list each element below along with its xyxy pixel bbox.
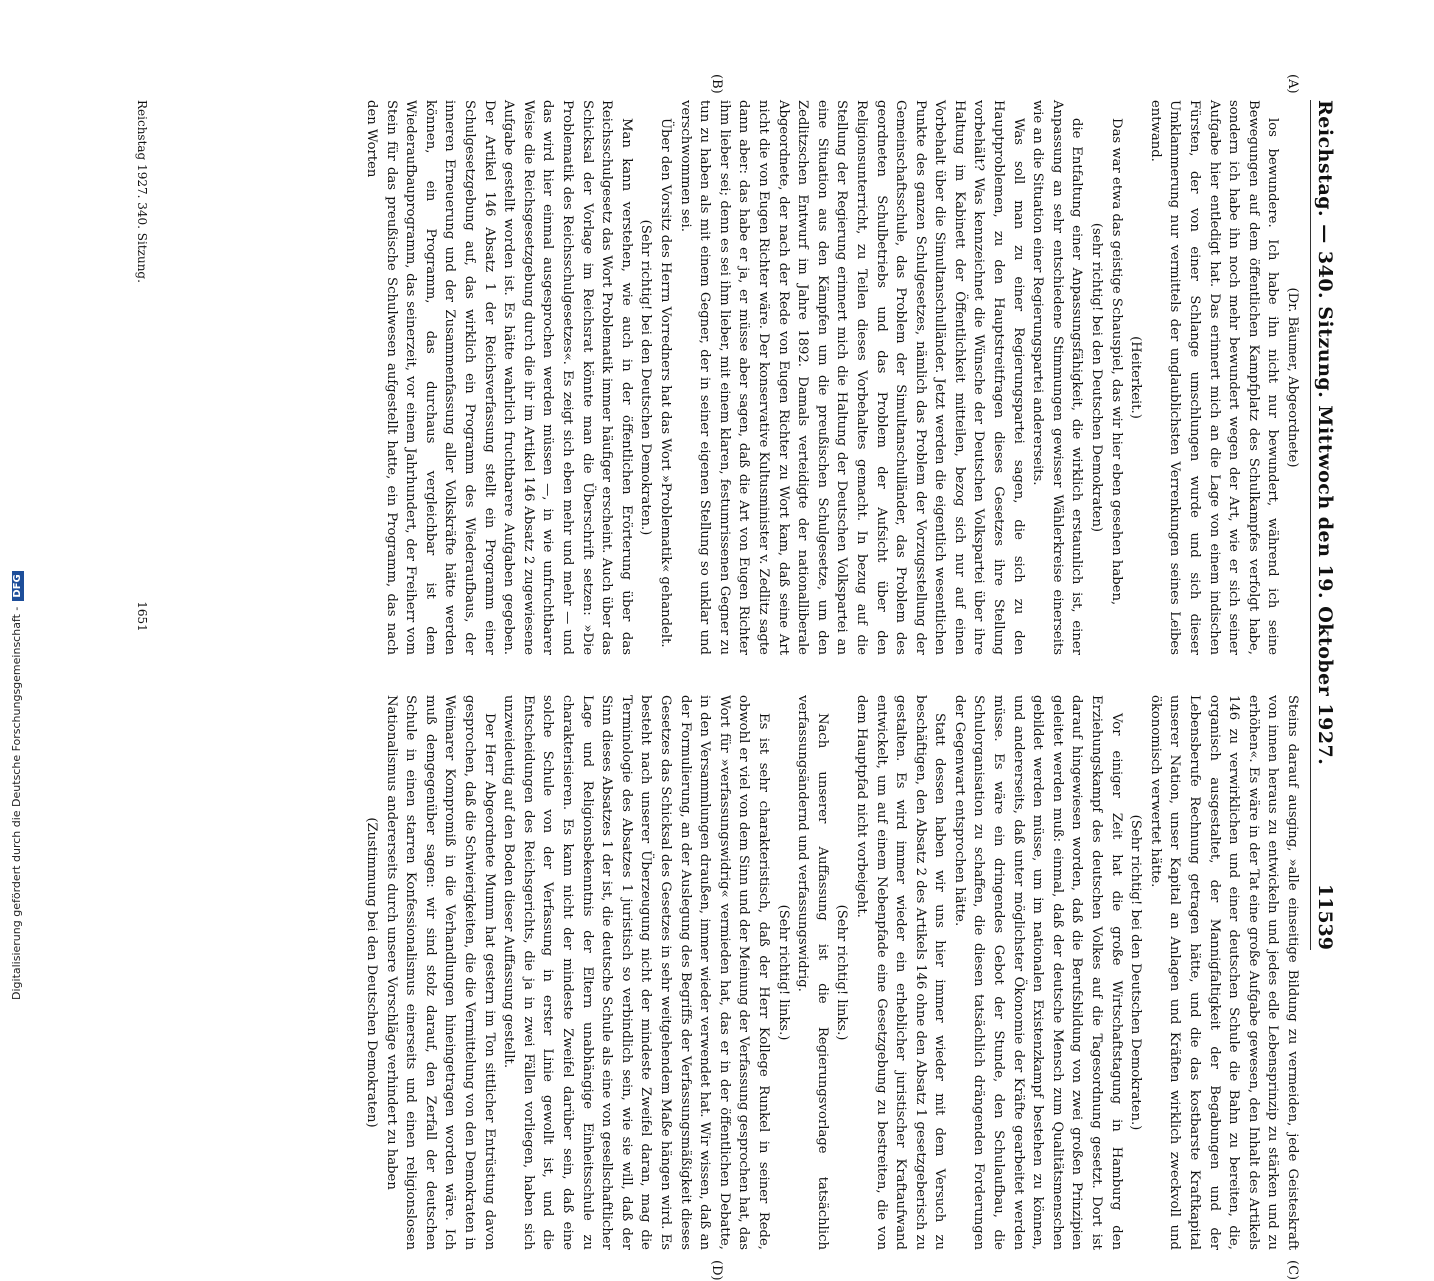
digitization-banner (0, 0, 22, 1000)
page-title: Reichstag. — 340. Sitzung. Mittwoch den 19. Oktober 1927. (1314, 100, 1336, 766)
interjection: (Sehr richtig! bei den Deutschen Demokraten.) (638, 219, 654, 536)
margin-mark-a: (A) (1285, 74, 1300, 94)
interjection: (sehr richtig! bei den Deutschen Demokraten) (1089, 222, 1105, 533)
paragraph: los bewundere. Ich habe ihn nicht nur bewundert, während ich seine Bewegungen auf dem öffentlichen Kampfplatz des Schulkampfes verfolgt habe, sondern ich habe ihn noch mehr bewundert wegen der Art, wie er sich seiner Aufgabe hier entledigt hat. Das erinnert mich an die Lage von einem indischen Fürsten, der von einer Schlange umschlungen wurde und sich dieser Umklammerung nur vermittels der unglaublichsten Verrenkungen seines Leibes entwand. (1147, 100, 1281, 655)
dfg-logo: DFG (12, 571, 24, 600)
banner-text: Digitalisierung gefördert durch die Deutsche Forschungsgemeinschaft - (10, 606, 23, 1000)
speaker-line: (Dr. Bäumer, Abgeordnete) (1285, 287, 1300, 468)
interjection: (Sehr richtig! bei den Deutschen Demokraten.) (1128, 814, 1144, 1131)
paragraph: die Entfaltung einer Anpassungsfähigkeit, die wirklich erstaunlich ist, einer Anpassung an sehr entschiedene Stimmungen gewisser Wählerkreise einerseits wie an die Situation einer Regierungspartei andererseits. (1030, 100, 1085, 655)
paragraph: Das war etwa das geistige Schauspiel, das wir hier eben gesehen haben, (1108, 118, 1124, 606)
margin-mark-d: (D) (709, 1260, 724, 1281)
document-page (114, 70, 1344, 1281)
paragraph: Steins darauf ausging, »alle einseitige Bildung zu vermeiden, jede Geisteskraft von innen heraus zu entwickeln und jedes edle Lebensprinzip zu stärken und zu erhöhen«. Es wäre in der Tat eine große Aufgabe gewesen, den Inhalt des Artikels 146 zu verwirklichen und einer deutschen Schule die Bahn zu bereiten, die, organisch ausgestaltet, der Mannigfaltigkeit der Begabungen und der Lebensberufe Rechnung getragen hätte, und die das kostbarste Kraftkapital unserer Nation, unser Kapital an Anlagen und Kräften wirklich zweckvoll und ökonomisch verwertet hätte. (1147, 695, 1300, 1250)
paragraph: Es ist sehr charakteristisch, daß der Herr Kollege Runkel in seiner Rede, obwohl er viel von dem Sinn und der Meinung der Verfassung gesprochen hat, das Wort für »verfassungswidrig« vermieden hat, das er in der öffentlichen Debatte, in den Versammlungen draußen, immer wieder verwendet hat. Wir wissen, daß an der Formulierung, an der Auslegung des Begriffs der Verfassungsmäßigkeit dieses Gesetzes das Schicksal des Gesetzes in sehr weitgehendem Maße hängen wird. Es besteht nach unserer Überzeugung nicht der mindeste Zweifel daran, mag die Terminologie des Absatzes 1 juristisch so verbindlich sein, wie sie will, daß der Sinn dieses Absatzes 1 der ist, die deutsche Schule als eine von gesellschaftlicher Lage und Religionsbekenntnis der Eltern unabhängige Einheitsschule zu charakterisieren. Es kann nicht der mindeste Zweifel darüber sein, daß eine solche Schule von der Verfassung in erster Linie gewollt ist, und die Entscheidungen des Reichsgerichts, die ja in zwei Fällen vorliegen, haben sich unzweideutig auf den Boden dieser Auffassung gestellt. (501, 695, 771, 1250)
margin-mark-c: (C) (1285, 1260, 1300, 1281)
interjection: (Sehr richtig! links.) (775, 904, 791, 1041)
interjection: (Zustimmung bei den Deutschen Demokraten) (364, 817, 380, 1128)
footer-session: Reichstag 1927. 340. Sitzung. (135, 100, 149, 283)
paragraph: Was soll man zu einer Regierungspartei sagen, die sich zu den Hauptproblemen, zu den Hauptstreitfragen dieses Gesetzes ihre Stellung vorbehält? Was kennzeichnet die Wünsche der Deutschen Volkspartei über ihre Haltung im Kabinett der Öffentlichkeit mitteilen, bezog sich nur auf einen Vorbehalt über die Simultanschulländer. Jetzt werden die eigentlich wesentlichen Punkte des ganzen Schulgesetzes, nämlich das Problem der Vorzugsstellung der Gemeinschaftsschule, das Problem der Simultanschulländer, das Problem des geordneten Schulbetriebs und das Problem der Aufsicht über den Religionsunterricht, zu Teilen dieses Vorbehaltes gemacht. In bezug auf die Stellung der Regierung erinnert mich die Haltung der Deutschen Volkspartei an eine Situation aus den Kämpfen um die preußischen Schulgesetze, um den Zedlitzschen Entwurf im Jahre 1892. Damals verteidigte der nationalliberale Abgeordnete, der nach der Rede von Eugen Richter zu Wort kam, daß seine Art nicht die von Eugen Richter wäre. Der konservative Kultusminister v. Zedlitz sagte dann aber: das habe er ja, er müsse aber sagen, daß die Art von Eugen Richter ihm lieber sei; denn es sei ihm lieber, mit einem klaren, festumrissenen Gegner zu tun zu haben als mit einem Gegner, der in seiner eigenen Stellung so unklar und verschwommen sei. (677, 100, 1026, 655)
paragraph: Über den Vorsitz des Herrn Vorredners hat das Wort »Problematik« gehandelt. (658, 118, 673, 648)
paragraph: Nach unserer Auffassung ist die Regierungsvorlage tatsächlich verfassungsändernd und verfassungswidrig. (795, 695, 830, 1250)
page-footer (135, 100, 149, 950)
margin-mark-b: (B) (709, 74, 724, 94)
interjection: (Heiterkeit.) (1128, 336, 1144, 419)
paragraph: Der Herr Abgeordnete Mumm hat gestern im Ton sittlicher Entrüstung davon gesprochen, daß die Schwierigkeiten, die die Vermittelung von den Demokraten in Weimarer Kompromiß in die Verhandlungen hineingetragen worden wäre. Ich muß demgegenüber sagen: wir sind stolz darauf, den Zerfall der deutschen Schule in einen starren Konfessionalismus einerseits und einen religionslosen Nationalismus andererseits durch unsere Vorschläge verhindert zu haben (383, 695, 497, 1250)
paragraph: Vor einiger Zeit hat die große Wirtschaftstagung in Hamburg den Erziehungskampf des deutschen Volkes auf die Tagesordnung gesetzt. Dort ist darauf hingewiesen worden, daß die Berufsbildung von zwei großen Prinzipien geleitet werden muß: einmal, daß der deutsche Mensch zum Qualitätsmenschen gebildet werden müsse, um im nationalen Existenzkampf bestehen zu können, und andererseits, daß unter möglichster Ökonomie der Kräfte gearbeitet werden müsse. Es wäre ein dringendes Gebot der Stunde, den Schulaufbau, die Schulorganisation zu schaffen, die diesen tatsächlich drängenden Forderungen der Gegenwart entsprochen hätte. (951, 695, 1124, 1250)
footer-sheet-number: 1651 (135, 601, 149, 632)
page-number: 11539 (1314, 883, 1336, 950)
paragraph: Statt dessen haben wir uns hier immer wieder mit dem Versuch zu beschäftigen, den Absatz 2 des Artikels 146 ohne den Absatz 1 gesetzgeberisch zu gestalten. Es wird immer wieder ein erheblicher juristischer Kraftaufwand entwickelt, um auf einem Nebenpfade eine Gesetzgebung zu bestreiten, die von dem Hauptpfad nicht vorbeigeht. (853, 695, 948, 1250)
left-column (362, 100, 1303, 655)
page-header (1310, 100, 1344, 950)
paragraph: Man kann verstehen, wie auch in der öffentlichen Erörterung über das Reichsschulgesetz das Wort Problematik immer häufiger erscheint. Auch über das Schicksal der Vorlage im Reichsrat könnte man die Überschrift setzen: »Die Problematik des Reichsschulgesetzes«. Es zeigt sich eben mehr und mehr — und das wird hier einmal ausgesprochen werden müssen —, in wie unfruchtbarer Weise die Reichsgesetzgebung durch die ihr im Artikel 146 Absatz 2 zugewiesene Aufgabe gestellt worden ist. Es hätte wahrlich fruchtbarere Aufgaben gegeben. Der Artikel 146 Absatz 1 der Reichsverfassung stellt ein Programm einer Schulgesetzgebung auf, das wirklich ein Programm des Wiederaufbaus, der inneren Erneuerung und der Zusammenfassung aller Volkskräfte hätte werden können, ein Programm, das durchaus vergleichbar ist dem Wiederaufbauprogramm, das seinerzeit, vor einem Jahrhundert, der Freiherr vom Stein für das preußische Schulwesen aufgestellt hatte, ein Programm, das nach den Worten (364, 100, 634, 655)
right-column (362, 695, 1303, 1250)
interjection: (Sehr richtig! links.) (834, 904, 850, 1041)
